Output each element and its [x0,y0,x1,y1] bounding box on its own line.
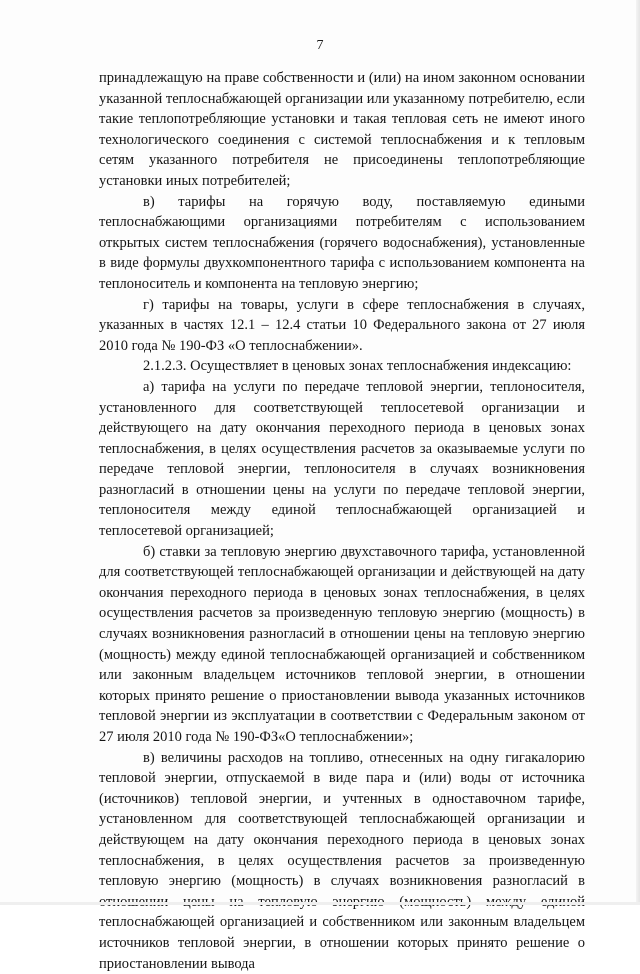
paragraph-item-a-transfer-tariff: а) тарифа на услуги по передаче тепловой энергии, теплоносителя, установленного для соответствующей теплосетевой организации и действующего на дату окончания переходного периода в ценовых зонах теплоснабжения, в целях осуществления расчетов за оказываемые услуги по передаче тепловой энергии, теплоносителя в случаях возникновения разногласий в отношении цены на услуги по передаче тепловой энергии, теплоносителя между единой теплоснабжающей организацией и теплосетевой организацией; [99,378,585,540]
paragraph-section-2-1-2-3: 2.1.2.3. Осуществляет в ценовых зонах теплоснабжения индексацию: [143,358,572,375]
paragraph-item-v-hot-water-tariffs: в) тарифы на горячую воду, поставляемую едиными теплоснабжающими организациями потребителям с использованием открытых систем теплоснабжения (горячего водоснабжения), установленные в виде формулы двухкомпонентного тарифа с использованием компонента на теплоноситель и компонента на тепловую энергию; [99,193,585,292]
paragraph-item-b-two-rate-tariff: б) ставки за тепловую энергию двухставочного тарифа, установленной для соответствующей теплоснабжающей организации и действующей на дату окончания переходного периода в ценовых зонах теплоснабжения, в целях осуществления расчетов за произведенную тепловую энергию (мощность) в случаях возникновения разногласий в отношении цены на тепловую энергию (мощность) между единой теплоснабжающей организацией и собственником или законным владельцем источников тепловой энергии, в отношении которых принято решение о приостановлении вывода указанных источников тепловой энергии из эксплуатации в соответствии с Федеральным законом от 27 июля 2010 года № 190-ФЗ«О теплоснабжении»; [99,543,585,745]
document-body [99,68,585,974]
paragraph-item-g-goods-services-tariffs: г) тарифы на товары, услуги в сфере теплоснабжения в случаях, указанных в частях 12.1 – 12.4 статьи 10 Федерального закона от 27 июля 2010 года № 190-ФЗ «О теплоснабжении». [99,296,585,354]
scan-edge-right [636,0,640,905]
page-number: 7 [316,38,324,53]
paragraph-continuation: принадлежащую на праве собственности и (или) на ином законном основании указанной теплоснабжающей организации или указанному потребителю, если такие теплопотребляющие установки и такая тепловая сеть не имеют иного технологического соединения с системой теплоснабжения и к тепловым сетям указанного потребителя не присоединены теплопотребляющие установки иных потребителей; [99,70,585,189]
paragraph-item-v-fuel-costs: в) величины расходов на топливо, отнесенных на одну гигакалорию тепловой энергии, отпускаемой в виде пара и (или) воды от источника (источников) тепловой энергии, и учтенных в одноставочном тарифе, установленном для соответствующей теплоснабжающей организации и действующем на дату окончания переходного периода в ценовых зонах теплоснабжения, в целях осуществления расчетов за произведенную тепловую энергию (мощность) в случаях возникновения разногласий в теплоснабжающей организацией и собственником или законным владельцем источников тепловой энергии, в отношении которых принято решение о приостановлении вывода [99,749,585,972]
